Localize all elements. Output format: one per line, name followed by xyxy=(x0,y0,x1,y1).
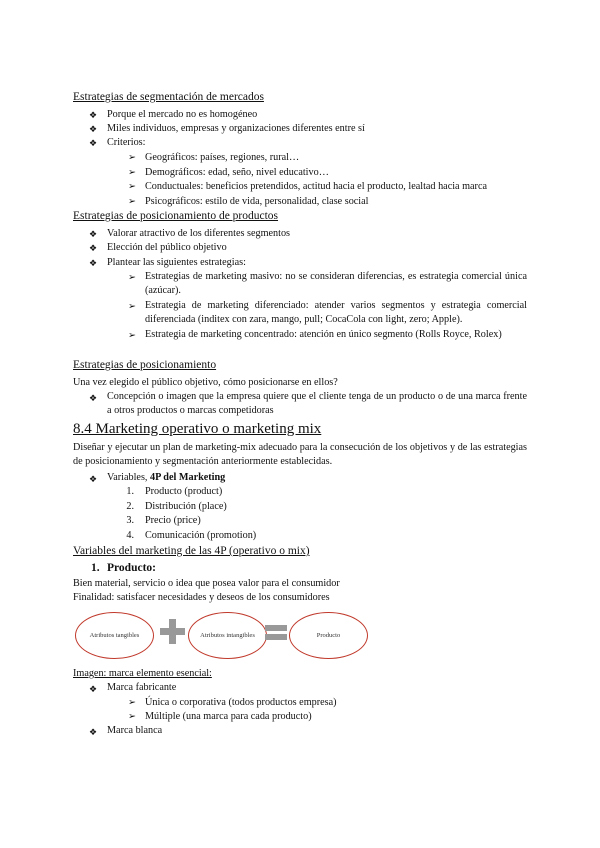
diagram-intangible-ellipse: Atributos intangibles xyxy=(188,612,267,659)
paragraph: Bien material, servicio o idea que posea valor para el consumidor xyxy=(73,578,340,589)
list-item: Múltiple (una marca para cada producto) xyxy=(145,711,312,722)
list-item: Psicográficos: estilo de vida, personalidad, clase social xyxy=(145,196,369,207)
list-item: Valorar atractivo de los diferentes segmentos xyxy=(107,228,291,239)
list-item: Porque el mercado no es homogéneo xyxy=(107,109,258,120)
list-item xyxy=(107,472,225,483)
arrow-bullet-icon: ➢ xyxy=(128,153,136,163)
list-item: Comunicación (promotion) xyxy=(145,530,257,541)
bullet-diamond-icon: ❖ xyxy=(89,124,98,134)
list-item: Conductuales: beneficios pretendidos, actitud hacia el producto, lealtad hacia marca xyxy=(145,181,487,192)
list-item: Criterios: xyxy=(107,137,146,148)
bullet-diamond-icon: ❖ xyxy=(89,474,98,484)
list-item: Plantear las siguientes estrategias: xyxy=(107,257,246,268)
diagram-product-ellipse: Producto xyxy=(289,612,368,659)
paragraph: Diseñar y ejecutar un plan de marketing-mix adecuado para la consecución de los objetivos y de las estrategias de posicionamiento y segmentación anteriormente establecidas. xyxy=(73,442,527,467)
list-number: 1. xyxy=(126,486,134,497)
list-item: Producto (product) xyxy=(145,486,223,497)
subheading-producto: Producto: xyxy=(107,562,156,574)
list-item: Miles individuos, empresas y organizaciones diferentes entre sí xyxy=(107,123,365,134)
bullet-diamond-icon: ❖ xyxy=(89,684,98,694)
paragraph: Una vez elegido el público objetivo, cómo posicionarse en ellos? xyxy=(73,377,338,388)
arrow-bullet-icon: ➢ xyxy=(128,168,136,178)
variables-bold: 4P del Marketing xyxy=(150,472,226,483)
list-item: Marca fabricante xyxy=(107,682,177,693)
list-item: Estrategia de marketing concentrado: atención en único segmento (Rolls Royce, Rolex) xyxy=(145,329,502,340)
section-heading-segmentation: Estrategias de segmentación de mercados xyxy=(73,91,264,103)
arrow-bullet-icon: ➢ xyxy=(128,331,136,341)
section-heading-positioning: Estrategias de posicionamiento xyxy=(73,359,217,371)
bullet-diamond-icon: ❖ xyxy=(89,727,98,737)
list-number: 4. xyxy=(126,530,134,541)
arrow-bullet-icon: ➢ xyxy=(128,197,136,207)
arrow-bullet-icon: ➢ xyxy=(128,182,136,192)
bullet-diamond-icon: ❖ xyxy=(89,138,98,148)
arrow-bullet-icon: ➢ xyxy=(128,712,136,722)
bullet-diamond-icon: ❖ xyxy=(89,258,98,268)
bullet-diamond-icon: ❖ xyxy=(89,110,98,120)
list-number: 3. xyxy=(126,515,134,526)
list-item: Concepción o imagen que la empresa quiere que el cliente tenga de un producto o de una marca frente a otros productos o marcas competidoras xyxy=(107,391,527,416)
list-item: Demográficos: edad, seño, nivel educativo… xyxy=(145,167,329,178)
section-heading-positioning-products: Estrategias de posicionamiento de productos xyxy=(73,210,279,222)
diagram-tangible-ellipse: Atributos tangibles xyxy=(75,612,154,659)
list-item: Geográficos: países, regiones, rural… xyxy=(145,152,300,163)
variables-prefix: Variables, xyxy=(107,472,150,483)
arrow-bullet-icon: ➢ xyxy=(128,273,136,283)
list-item: Marca blanca xyxy=(107,725,163,736)
list-item: Única o corporativa (todos productos empresa) xyxy=(145,697,337,708)
list-item: Distribución (place) xyxy=(145,501,227,512)
arrow-bullet-icon: ➢ xyxy=(128,302,136,312)
list-item: Estrategia de marketing diferenciado: atender varios segmentos y estrategia comercial diferenciada (inditex con zara, mango, pull; CocaCola con light, zero; Apple). xyxy=(145,300,527,325)
list-number: 2. xyxy=(126,501,134,512)
section-heading-imagen: Imagen: marca elemento esencial: xyxy=(73,668,212,679)
list-item: Precio (price) xyxy=(145,515,201,526)
bullet-diamond-icon: ❖ xyxy=(89,229,98,239)
subheading-number: 1. xyxy=(91,562,100,574)
list-item: Elección del público objetivo xyxy=(107,242,227,253)
section-heading-4p: Variables del marketing de las 4P (operativo o mix) xyxy=(73,545,310,557)
arrow-bullet-icon: ➢ xyxy=(128,698,136,708)
paragraph: Finalidad: satisfacer necesidades y deseos de los consumidores xyxy=(73,592,330,603)
list-item: Estrategias de marketing masivo: no se consideran diferencias, es estrategia comercial única (azúcar). xyxy=(145,271,527,296)
section-heading-marketing-mix: 8.4 Marketing operativo o marketing mix xyxy=(73,421,322,437)
bullet-diamond-icon: ❖ xyxy=(89,243,98,253)
bullet-diamond-icon: ❖ xyxy=(89,393,98,403)
